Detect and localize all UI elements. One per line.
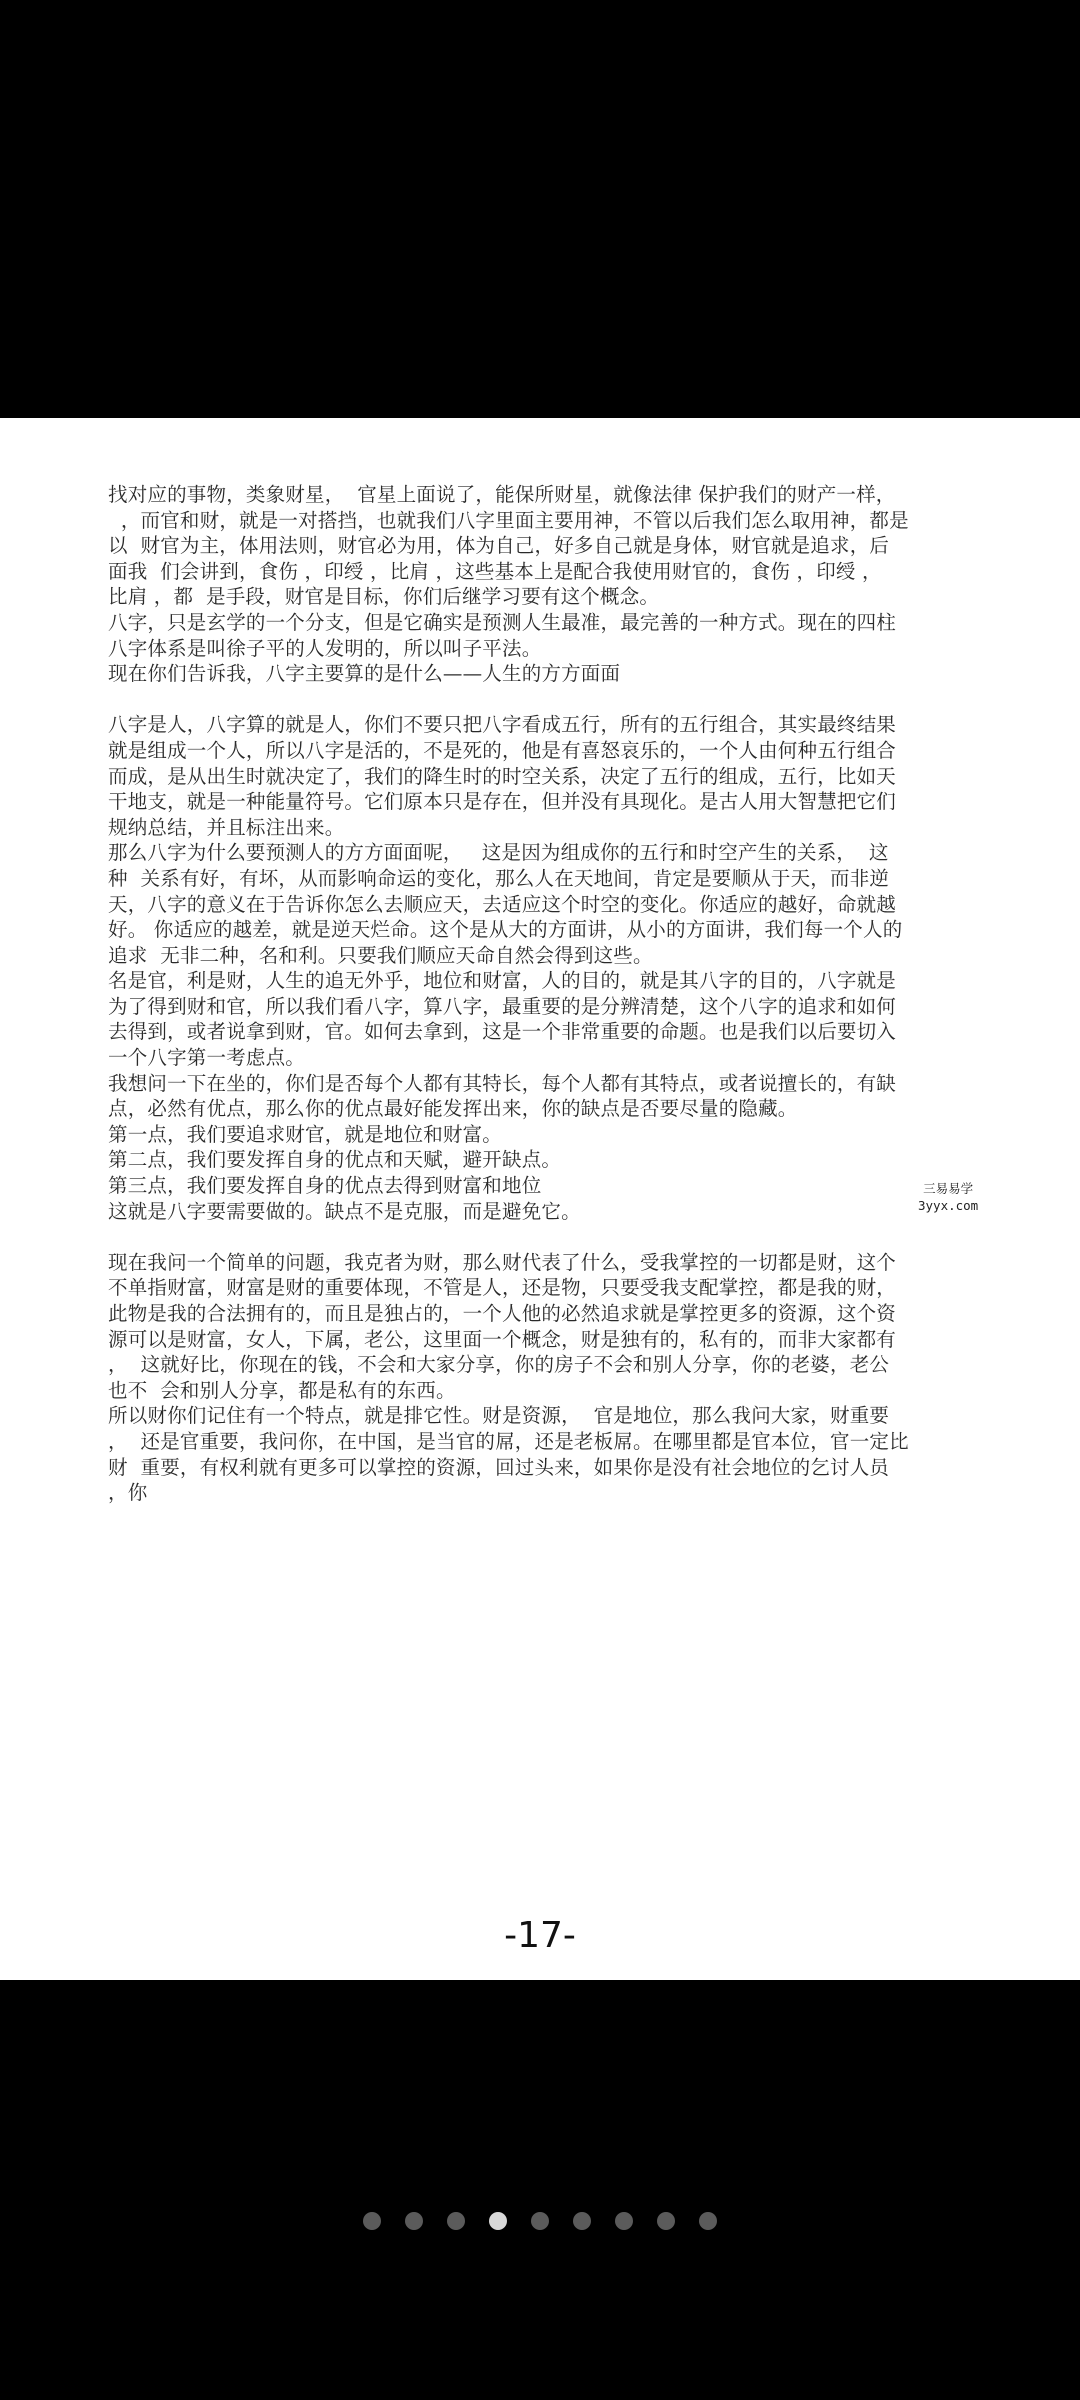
text-line: ，你 <box>108 1481 148 1505</box>
text-line: 八字体系是叫徐子平的人发明的，所以叫子平法。 <box>108 636 542 660</box>
text-line: 好。 你适应的越差，就是逆天烂命。这个是从大的方面讲，从小的方面讲，我们每一个人的 <box>108 918 903 942</box>
page-dot[interactable] <box>363 2212 381 2230</box>
text-line: 所以财你们记住有一个特点，就是排它性。财是资源， 官是地位，那么我问大家，财重要 <box>108 1404 890 1428</box>
text-line: 面我 们会讲到，食伤 ，印绶 ，比肩 ，这些基本上是配合我使用财官的，食伤 ，印绶 ， <box>108 559 882 583</box>
page-dot[interactable] <box>531 2212 549 2230</box>
page-dot[interactable] <box>615 2212 633 2230</box>
text-line: 八字，只是玄学的一个分支，但是它确实是预测人生最准，最完善的一种方式。现在的四柱 <box>108 610 897 634</box>
text-line: 名是官，利是财，人生的追无外乎，地位和财富，人的目的，就是其八字的目的，八字就是 <box>108 969 897 993</box>
text-line: 天，八字的意义在于告诉你怎么去顺应天，去适应这个时空的变化。你适应的越好，命就越 <box>108 892 897 916</box>
paragraph-gap <box>108 1224 926 1250</box>
text-line: 第三点，我们要发挥自身的优点去得到财富和地位 <box>108 1174 542 1198</box>
text-line: 比肩 ，都 是手段，财官是目标，你们后继学习要有这个概念。 <box>108 585 660 609</box>
text-line: ，而官和财，就是一对搭挡，也就我们八字里面主要用神，不管以后我们怎么取用神，都是 <box>108 508 909 532</box>
text-line: 就是组成一个人，所以八字是活的，不是死的，他是有喜怒哀乐的，一个人由何种五行组合 <box>108 738 897 762</box>
text-line: ， 还是官重要，我问你，在中国，是当官的屌，还是老板屌。在哪里都是官本位，官一定比 <box>108 1429 909 1453</box>
text-line: 源可以是财富，女人，下属，老公，这里面一个概念，财是独有的，私有的，而非大家都有 <box>108 1327 897 1351</box>
watermark <box>918 1180 978 1214</box>
watermark-name: 三易易学 <box>923 1181 974 1196</box>
page-dot[interactable] <box>573 2212 591 2230</box>
page-dot[interactable] <box>657 2212 675 2230</box>
document-body <box>108 482 926 1506</box>
text-line: 追求 无非二种，名和利。只要我们顺应天命自然会得到这些。 <box>108 943 653 967</box>
text-line: 而成，是从出生时就决定了，我们的降生时的时空关系，决定了五行的组成，五行，比如天 <box>108 764 897 788</box>
text-line: 去得到，或者说拿到财，官。如何去拿到，这是一个非常重要的命题。也是我们以后要切入 <box>108 1020 897 1044</box>
text-line: 干地支，就是一种能量符号。它们原本只是存在，但并没有具现化。是古人用大智慧把它们 <box>108 790 897 814</box>
page-dot[interactable] <box>447 2212 465 2230</box>
text-line: 这就是八字要需要做的。缺点不是克服，而是避免它。 <box>108 1199 581 1223</box>
text-line: 规纳总结，并且标注出来。 <box>108 815 345 839</box>
text-line: 现在我问一个简单的问题，我克者为财，那么财代表了什么，受我掌控的一切都是财，这个 <box>108 1250 897 1274</box>
text-line: 财 重要，有权利就有更多可以掌控的资源，回过头来，如果你是没有社会地位的乞讨人员 <box>108 1455 890 1479</box>
text-line: 第一点，我们要追求财官，就是地位和财富。 <box>108 1122 503 1146</box>
text-line: 也不 会和别人分享，都是私有的东西。 <box>108 1378 456 1402</box>
page-dot-active[interactable] <box>489 2212 507 2230</box>
text-line: 此物是我的合法拥有的，而且是独占的，一个人他的必然追求就是掌控更多的资源，这个资 <box>108 1302 897 1325</box>
page-number: -17- <box>504 1915 576 1956</box>
watermark-url: 3yyx.com <box>918 1198 979 1213</box>
page-dot[interactable] <box>699 2212 717 2230</box>
text-line: 找对应的事物，类象财星， 官星上面说了，能保所财星，就像法律 保护我们的财产一样， <box>108 483 896 506</box>
text-line: 以 财官为主，体用法则，财官必为用，体为自己，好多自己就是身体，财官就是追求，后 <box>108 534 890 558</box>
text-line: 点，必然有优点，那么你的优点最好能发挥出来，你的缺点是否要尽量的隐藏。 <box>108 1097 798 1121</box>
text-line: 我想问一下在坐的，你们是否每个人都有其特长，每个人都有其特点，或者说擅长的，有缺 <box>108 1071 897 1095</box>
text-line: 种 关系有好，有坏，从而影响命运的变化，那么人在天地间，肯定是要顺从于天，而非逆 <box>108 866 890 890</box>
text-line: ， 这就好比，你现在的钱，不会和大家分享，你的房子不会和别人分享，你的老婆，老公 <box>108 1353 890 1377</box>
text-line: 现在你们告诉我，八字主要算的是什么——人生的方方面面 <box>108 662 621 686</box>
document-page <box>0 418 1080 1980</box>
paragraph-gap <box>108 687 926 713</box>
text-line: 那么八字为什么要预测人的方方面面呢， 这是因为组成你的五行和时空产生的关系， 这 <box>108 841 889 865</box>
page-indicator <box>0 2212 1080 2232</box>
text-line: 为了得到财和官，所以我们看八字，算八字，最重要的是分辨清楚，这个八字的追求和如何 <box>108 994 897 1018</box>
text-line: 不单指财富，财富是财的重要体现，不管是人，还是物，只要受我支配掌控，都是我的财， <box>108 1276 897 1300</box>
text-line: 八字是人，八字算的就是人，你们不要只把八字看成五行，所有的五行组合，其实最终结果 <box>108 713 897 737</box>
page-dot[interactable] <box>405 2212 423 2230</box>
text-line: 第二点，我们要发挥自身的优点和天赋，避开缺点。 <box>108 1148 562 1172</box>
text-line: 一个八字第一考虑点。 <box>108 1046 306 1070</box>
